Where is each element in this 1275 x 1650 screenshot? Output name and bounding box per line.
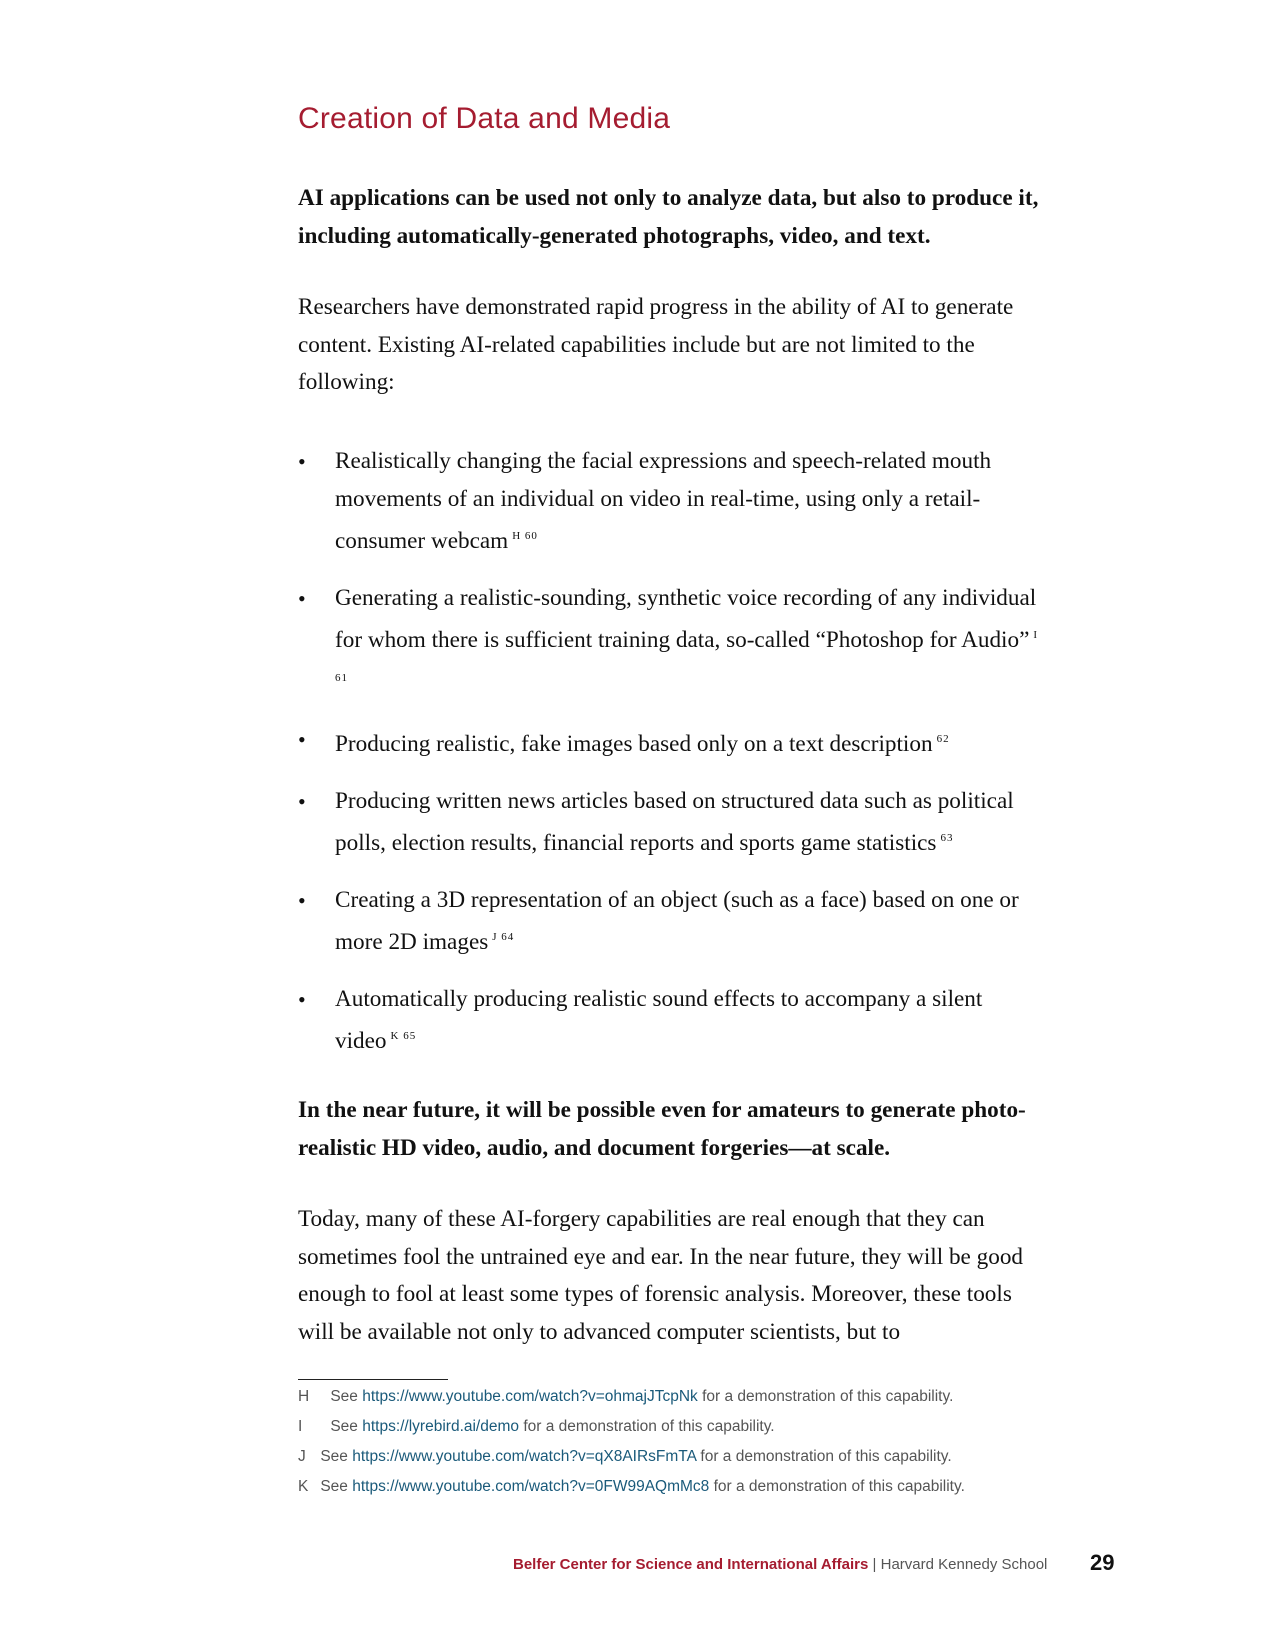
bullet-text: Generating a realistic-sounding, synthetic voice recording of any individual for whom there is sufficient training data, so-called “Photoshop for Audio”: [335, 584, 1037, 653]
footnote-suffix: for a demonstration of this capability.: [702, 1388, 954, 1405]
footnote-prefix: See: [320, 1448, 348, 1465]
bullet-text: Creating a 3D representation of an object (such as a face) based on one or more 2D images: [335, 886, 1019, 955]
footnote-letter: H: [298, 1388, 310, 1405]
bullet-text: Realistically changing the facial expressions and speech-related mouth movements of an individual on video in real-time, using only a retail-consumer webcam: [335, 448, 992, 554]
page-footer: [513, 1556, 1047, 1573]
list-item: [298, 981, 1047, 1061]
capabilities-list: [298, 443, 1058, 1080]
bullet-icon: •: [298, 986, 306, 1012]
footnote-ref: I 61: [335, 629, 1039, 684]
bullet-icon: •: [298, 887, 306, 913]
footnote-suffix: for a demonstration of this capability.: [523, 1418, 775, 1435]
bullet-icon: •: [298, 449, 306, 474]
footnote-prefix: See: [320, 1478, 348, 1495]
footer-org: Belfer Center for Science and International Affairs: [513, 1556, 869, 1573]
intro-paragraph: Researchers have demonstrated rapid progress in the ability of AI to generate content. Existing AI-related capabilities include but are not limited to the following:: [298, 294, 1014, 395]
list-item: [298, 443, 1035, 561]
footnotes: [298, 1382, 965, 1502]
footnote-ref: K 65: [390, 1030, 417, 1042]
bold-claim-paragraph: In the near future, it will be possible even for amateurs to generate photo-realistic HD video, audio, and document forgeries—at scale.: [298, 1097, 1026, 1161]
footnote-link[interactable]: https://www.youtube.com/watch?v=0FW99AQmMc8: [352, 1478, 710, 1495]
footnote-divider: [298, 1379, 448, 1380]
bullet-text: Producing realistic, fake images based only on a text description: [335, 731, 933, 757]
list-item: [298, 721, 1055, 764]
bullet-icon: •: [298, 585, 306, 611]
footnote-ref: 62: [936, 733, 950, 745]
footnote-item: [298, 1472, 965, 1502]
bullet-icon: •: [298, 727, 306, 752]
lead-paragraph: AI applications can be used not only to analyze data, but also to produce it, including automatically-generated photographs, video, and text.: [298, 185, 1039, 249]
footnote-suffix: for a demonstration of this capability.: [700, 1448, 952, 1465]
footnote-letter: K: [298, 1478, 309, 1495]
footnote-item: [298, 1442, 965, 1472]
footnote-suffix: for a demonstration of this capability.: [713, 1478, 965, 1495]
footnote-ref: J 64: [492, 931, 515, 943]
footnote-prefix: See: [330, 1388, 358, 1405]
footnote-ref: 63: [940, 832, 954, 844]
list-item: [298, 580, 1047, 703]
footnote-prefix: See: [330, 1418, 358, 1435]
closing-paragraph: Today, many of these AI-forgery capabilities are real enough that they can sometimes fool the untrained eye and ear. In the near future, they will be good enough to fool at least some types of forensic analysis. Moreover, these tools will be available not only to advanced computer scientists, but to: [298, 1206, 1024, 1345]
footnote-letter: J: [298, 1448, 306, 1465]
footer-school: Harvard Kennedy School: [880, 1556, 1048, 1573]
footnote-item: [298, 1382, 965, 1412]
section-title: Creation of Data and Media: [298, 102, 671, 135]
footer-separator: |: [872, 1556, 877, 1573]
list-item: [298, 783, 1060, 863]
footnote-letter: I: [298, 1418, 303, 1435]
footnote-item: [298, 1412, 965, 1442]
footnote-link[interactable]: https://lyrebird.ai/demo: [362, 1418, 520, 1435]
bullet-text: Producing written news articles based on structured data such as political polls, election results, financial reports and sports game statistics: [335, 787, 1014, 856]
footnote-link[interactable]: https://www.youtube.com/watch?v=qX8AIRsFmTA: [352, 1448, 697, 1465]
list-item: [298, 882, 1060, 962]
bullet-text: Automatically producing realistic sound effects to accompany a silent video: [335, 985, 983, 1054]
bullet-icon: •: [298, 788, 306, 814]
footnote-link[interactable]: https://www.youtube.com/watch?v=ohmajJTcpNk: [362, 1388, 698, 1405]
page-number: 29: [1090, 1550, 1115, 1575]
footnote-ref: H 60: [512, 530, 538, 542]
